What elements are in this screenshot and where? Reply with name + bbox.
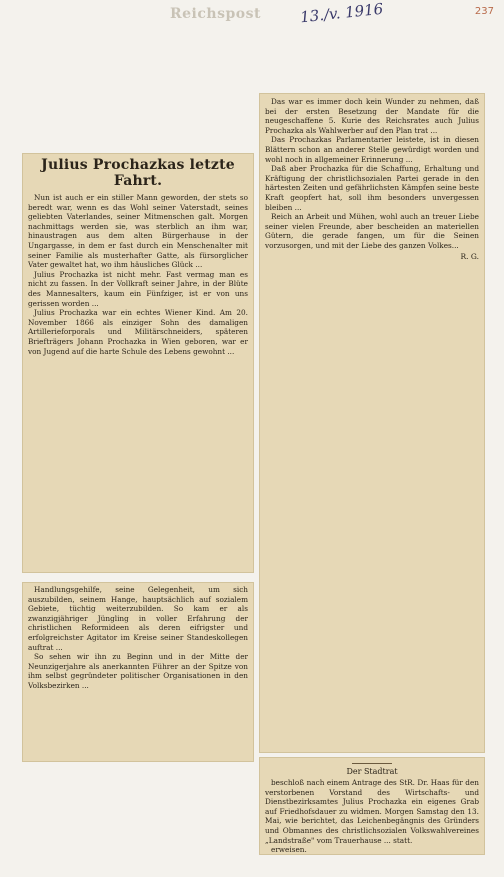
article-left-column-continued <box>28 585 248 691</box>
paragraph: Das Prochazkas Parlamentarier leistete, ist in diesen Blättern schon an anderer Stelle gewürdigt worden und wohl noch in allgemeiner Erinnerung ... <box>265 135 479 164</box>
page-number: 237 <box>474 6 494 17</box>
paragraph: Nun ist auch er ein stiller Mann geworden, der stets so beredt war, wenn es das Wohl seiner Vaterstadt, seines geliebten Vaterlandes, seiner Mitmenschen galt. Morgen nachmittags werden sie, was sterblich an ihm war, hinaustragen aus dem alten Bürgerhause in der Ungargasse, in dem er fast durch ein Menschenalter mit seiner Familie als musterhafter Gatte, als fürsorglicher Vater gewaltet hat, wo ihm häusliches Glück ... <box>28 193 248 270</box>
notice-text <box>265 778 479 855</box>
article-clip-left <box>22 153 254 573</box>
article-left-column <box>28 193 248 356</box>
paragraph: So sehen wir ihn zu Beginn und in der Mitte der Neunzigerjahre als anerkannten Führer an der Spitze von ihm selbst gegründeter politischer Organisationen in den Volksbezirken ... <box>28 652 248 690</box>
author-signature: R. G. <box>460 251 479 261</box>
paragraph: Handlungsgehilfe, seine Gelegenheit, um sich auszubilden, seinem Hange, hauptsächlich auf sozialem Gebiete, tüchtig weiterzubilden. So kam er als zwanzigjähriger Jüngling in voller Erfahrung der christlichen Reformideen als deren eifrigster und erfolgreichster Agitator im Kreise seiner Standeskollegen auftrat ... <box>28 585 248 652</box>
article-right-column <box>265 97 479 261</box>
notice-heading: Der Stadtrat <box>346 767 398 776</box>
paragraph: beschloß nach einem Antrage des StR. Dr. Haas für den verstorbenen Vorstand des Wirtschafts- und Dienstbezirksamtes Julius Prochazka ein eigenes Grab auf Friedhofsdauer zu widmen. Morgen Samstag den 13. Mai, wie berichtet, das Leichenbegängnis des Gründers und Obmannes des christlichsozialen Volkswahlvereines „Landstraße" vom Trauerhause ... statt. <box>265 778 479 845</box>
paragraph: Julius Prochazka ist nicht mehr. Fast vermag man es nicht zu fassen. In der Vollkraft seiner Jahre, in der Blüte des Mannesalters, kaum ein Fünfziger, ist er von uns gerissen worden ... <box>28 269 248 308</box>
paragraph: Daß aber Prochazka für die Schaffung, Erhaltung und Kräftigung der christlichsozialen Partei gerade in den härtesten Zeiten und gefährlichsten Kämpfen seine beste Kraft geopfert hat, soll ihm besonders unvergessen bleiben ... <box>265 164 479 212</box>
closing-word: erweisen. <box>271 845 307 855</box>
handwritten-date: 13./v. 1916 <box>299 0 385 27</box>
paragraph: Reich an Arbeit und Mühen, wohl auch an treuer Liebe seiner vielen Freunde, aber bescheiden an materiellen Gütern, die gerade fangen, um für die Seinen vorzusorgen, und mit der Liebe des ganzen Volkes... <box>265 212 479 250</box>
paragraph: Das war es immer doch kein Wunder zu nehmen, daß bei der ersten Besetzung der Mandate für die neugeschaffene 5. Kurie des Reichsrates auch Julius Prochazka als Wahlwerber auf den Plan trat ... <box>265 97 479 135</box>
divider <box>352 763 392 764</box>
article-clip-right <box>259 93 485 753</box>
article-clip-left-continued <box>22 582 254 762</box>
masthead: Reichspost <box>170 6 261 22</box>
notice-clip <box>259 757 485 855</box>
paragraph: Julius Prochazka war ein echtes Wiener Kind. Am 20. November 1866 als einziger Sohn des damaligen Artillerieforporals und Militärschneiders, späteren Briefträgers Johann Prochazka in Wien geboren, war er von Jugend auf die harte Schule des Lebens gewohnt ... <box>28 308 248 356</box>
article-title: Julius Prochazkas letzte Fahrt. <box>41 157 235 189</box>
